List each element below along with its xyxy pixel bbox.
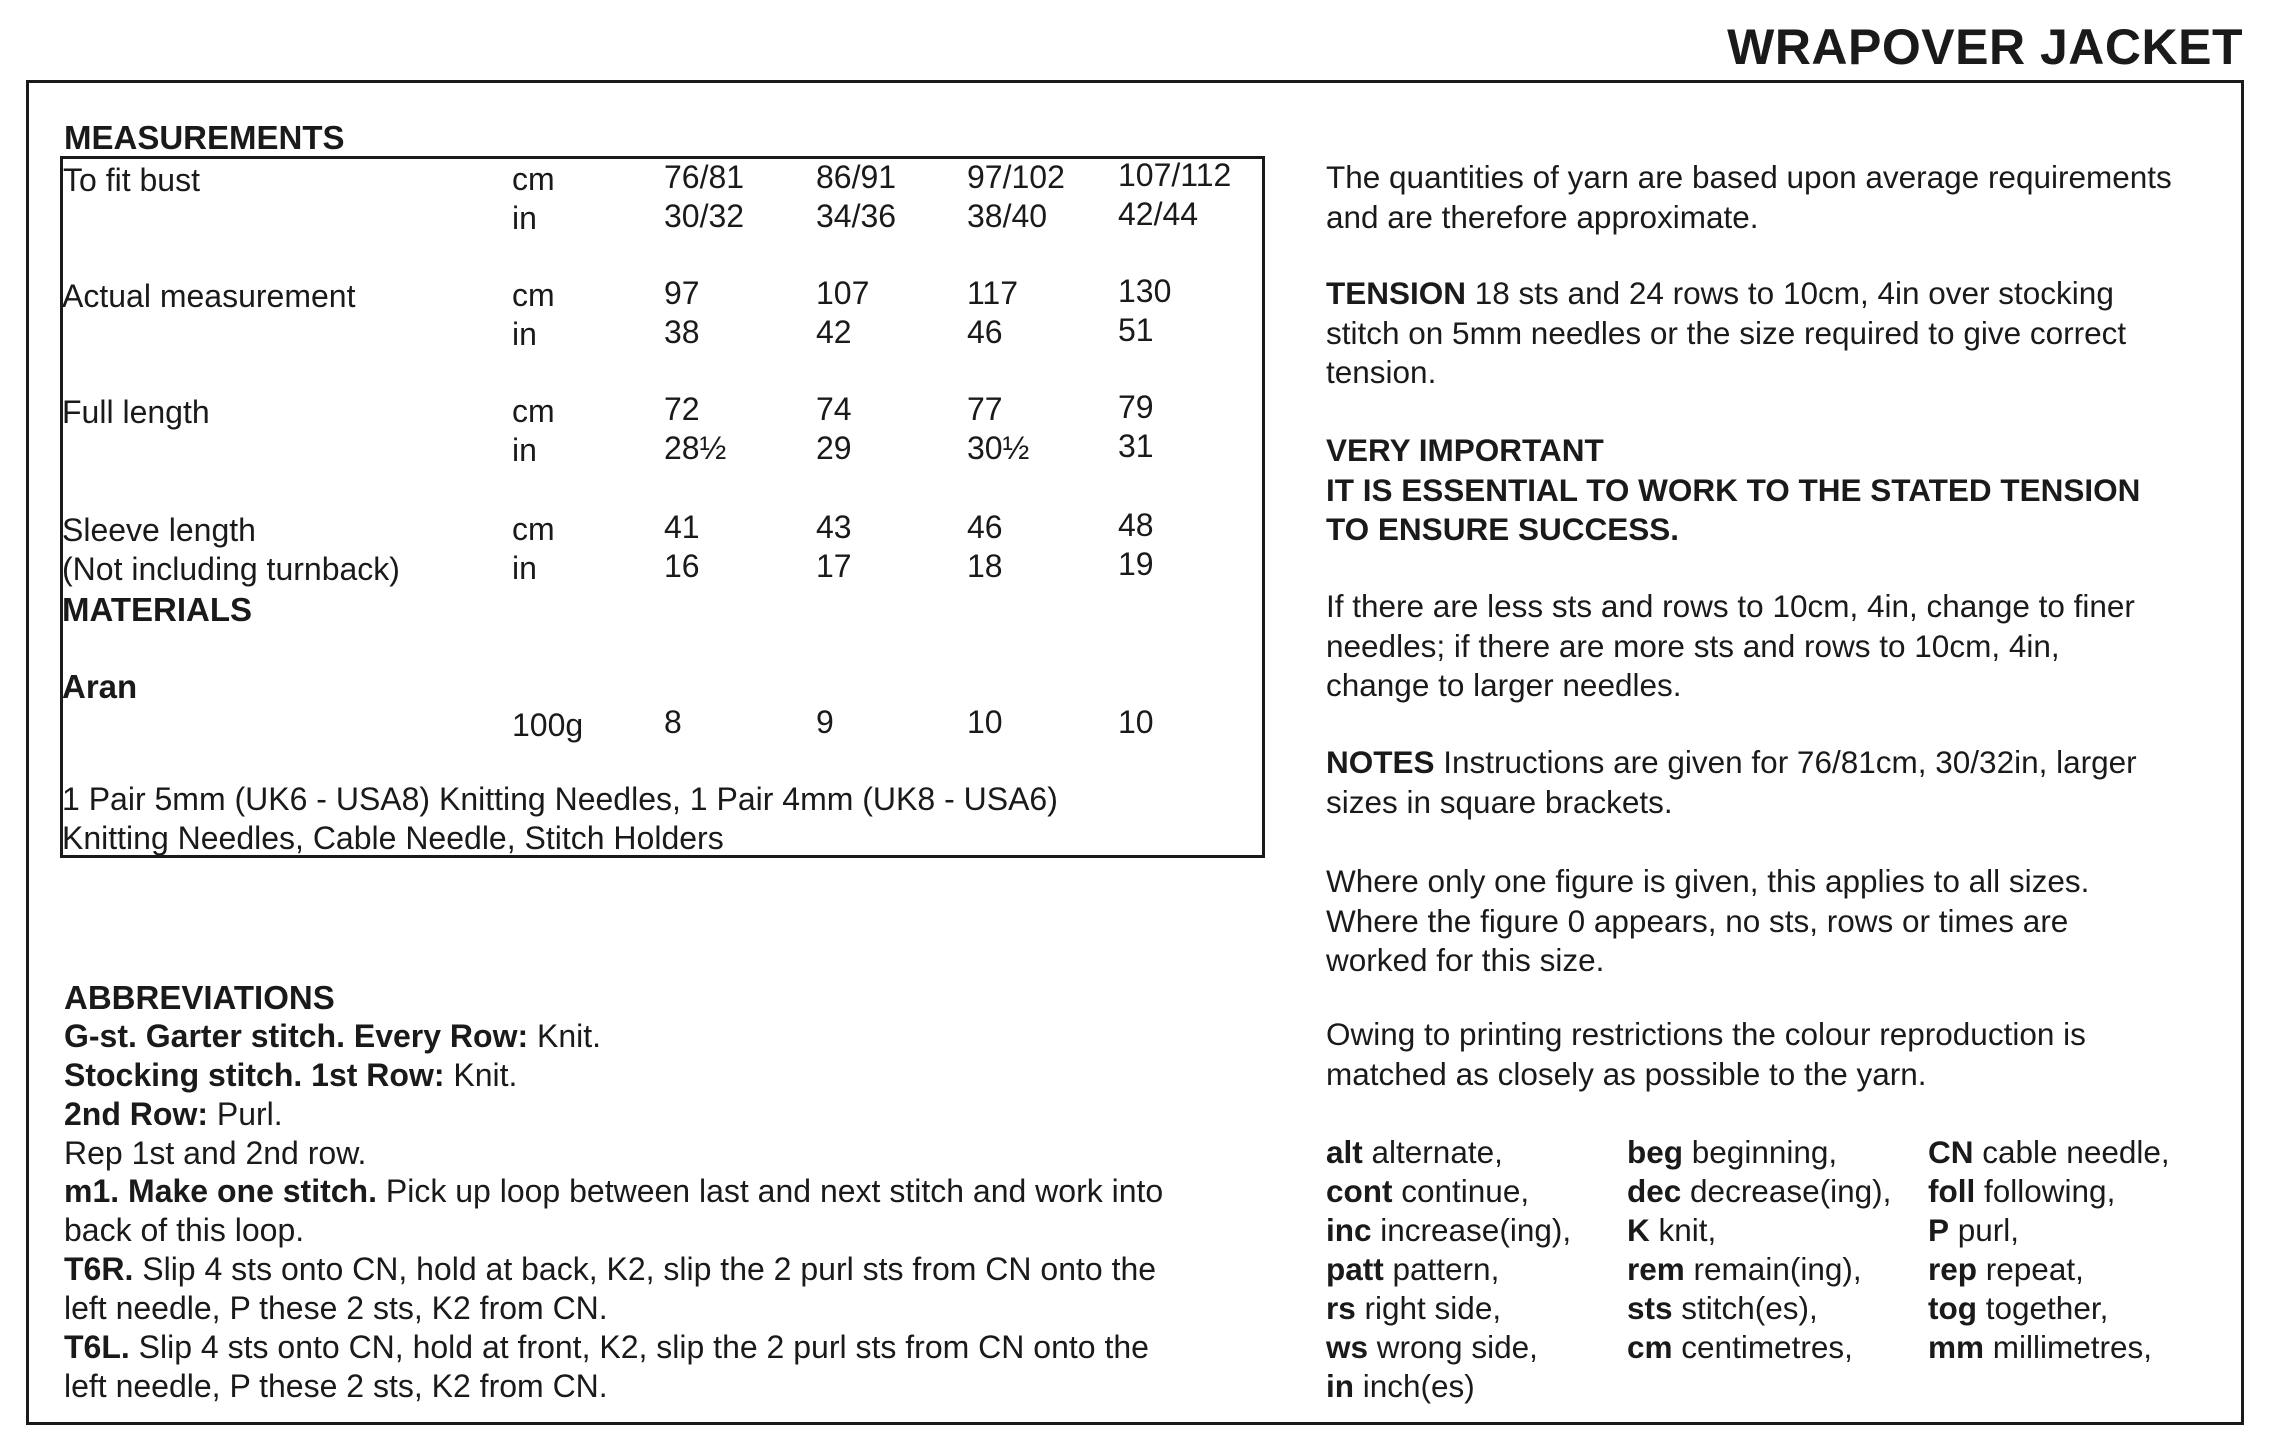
yarn-amount-1: 8 <box>664 704 682 740</box>
yarn-amount-2: 9 <box>816 704 834 740</box>
glossary-col-1 <box>1326 1133 1571 1406</box>
glossary-entry: rem remain(ing), <box>1627 1251 1862 1287</box>
size-col-4: 107/112 42/44 <box>1118 157 1232 232</box>
yarn-amount-4: 10 <box>1118 704 1154 740</box>
glossary-entry: cont continue, <box>1326 1173 1530 1209</box>
glossary-entry: inc increase(ing), <box>1326 1212 1572 1248</box>
abbrev-line: left needle, P these 2 sts, K2 from CN. <box>64 1290 608 1326</box>
glossary-entry: sts stitch(es), <box>1627 1290 1818 1326</box>
materials-heading: MATERIALS <box>62 591 253 628</box>
notes-section: NOTES Instructions are given for 76/81cm, 30/32in, larger sizes in square brackets. <box>1326 744 2137 820</box>
size-col-2: 74 29 <box>816 391 852 466</box>
row-label: To fit bust <box>63 162 200 198</box>
abbrev-line: T6R. Slip 4 sts onto CN, hold at back, K2, slip the 2 purl sts from CN onto the <box>64 1251 1157 1287</box>
glossary-col-3 <box>1928 1133 2170 1367</box>
glossary-entry: tog together, <box>1928 1290 2109 1326</box>
abbreviations-heading: ABBREVIATIONS <box>64 979 335 1016</box>
abbrev-line: Rep 1st and 2nd row. <box>64 1135 367 1171</box>
unit-col: cm in <box>512 393 555 468</box>
yarn-quantities-note: The quantities of yarn are based upon average requirements and are therefore approximate. <box>1326 159 2172 235</box>
yarn-amount-3: 10 <box>967 704 1003 740</box>
abbrev-line: G-st. Garter stitch. Every Row: Knit. <box>64 1018 602 1054</box>
abbrev-line: T6L. Slip 4 sts onto CN, hold at front, K2, slip the 2 purl sts from CN onto the <box>64 1329 1149 1365</box>
size-col-1: 97 38 <box>664 275 700 350</box>
colour-note: Owing to printing restrictions the colour reproduction is matched as closely as possible to the yarn. <box>1326 1016 2086 1092</box>
size-col-3: 97/102 38/40 <box>967 159 1065 234</box>
size-col-3: 46 18 <box>967 509 1003 584</box>
figures-note: Where only one figure is given, this applies to all sizes. Where the figure 0 appears, no sts, rows or times are worked for this size. <box>1326 863 2090 978</box>
yarn-weight: 100g <box>512 707 584 743</box>
glossary-entry: mm millimetres, <box>1928 1329 2153 1365</box>
glossary-entry: alt alternate, <box>1326 1134 1503 1170</box>
size-col-3: 77 30½ <box>967 391 1030 466</box>
glossary-entry: in inch(es) <box>1326 1368 1475 1404</box>
size-col-1: 72 28½ <box>664 391 727 466</box>
glossary-entry: patt pattern, <box>1326 1251 1500 1287</box>
tension-adjust-note: If there are less sts and rows to 10cm, 4in, change to finer needles; if there are more sts and rows to 10cm, 4in, change to larger needles. <box>1326 588 2135 703</box>
measurements-heading: MEASUREMENTS <box>64 119 345 156</box>
size-col-4: 130 51 <box>1118 273 1172 348</box>
unit-col: cm in <box>512 161 555 236</box>
yarn-name: Aran <box>62 668 138 705</box>
size-col-2: 43 17 <box>816 509 852 584</box>
abbrev-line: left needle, P these 2 sts, K2 from CN. <box>64 1368 608 1404</box>
glossary-entry: foll following, <box>1928 1173 2116 1209</box>
glossary-entry: CN cable needle, <box>1928 1134 2170 1170</box>
glossary-entry: beg beginning, <box>1627 1134 1838 1170</box>
size-col-4: 79 31 <box>1118 389 1154 464</box>
abbrev-line: m1. Make one stitch. Pick up loop between last and next stitch and work into <box>64 1173 1164 1209</box>
size-col-3: 117 46 <box>967 275 1019 350</box>
size-col-1: 41 16 <box>664 509 700 584</box>
glossary-entry: K knit, <box>1627 1212 1717 1248</box>
size-col-2: 86/91 34/36 <box>816 159 897 234</box>
row-label: Sleeve length (Not including turnback) <box>62 512 400 587</box>
measurements-box <box>60 156 1265 858</box>
needles-text: 1 Pair 5mm (UK6 - USA8) Knitting Needles, 1 Pair 4mm (UK8 - USA6) Knitting Needles, Cable Needle, Stitch Holders <box>62 781 1058 856</box>
glossary-entry: cm centimetres, <box>1627 1329 1853 1365</box>
important-warning: VERY IMPORTANT IT IS ESSENTIAL TO WORK TO THE STATED TENSION TO ENSURE SUCCESS. <box>1326 432 2141 547</box>
glossary-entry: rep repeat, <box>1928 1251 2084 1287</box>
unit-col: cm in <box>512 511 555 586</box>
abbrev-line: 2nd Row: Purl. <box>64 1096 283 1132</box>
glossary-entry: rs right side, <box>1326 1290 1502 1326</box>
row-label: Actual measurement <box>62 278 356 314</box>
glossary-entry: dec decrease(ing), <box>1627 1173 1892 1209</box>
abbrev-line: back of this loop. <box>64 1212 305 1248</box>
unit-col: cm in <box>512 277 555 352</box>
row-label: Full length <box>62 394 210 430</box>
page-title: WRAPOVER JACKET <box>1727 19 2243 75</box>
glossary-entry: ws wrong side, <box>1326 1329 1538 1365</box>
glossary-entry: P purl, <box>1928 1212 2020 1248</box>
size-col-4: 48 19 <box>1118 507 1154 582</box>
abbrev-line: Stocking stitch. 1st Row: Knit. <box>64 1057 518 1093</box>
glossary-col-2 <box>1627 1133 1891 1367</box>
size-col-2: 107 42 <box>816 275 870 350</box>
size-col-1: 76/81 30/32 <box>664 159 745 234</box>
tension-note: TENSION 18 sts and 24 rows to 10cm, 4in over stocking stitch on 5mm needles or the size required to give correct tension. <box>1326 275 2127 390</box>
